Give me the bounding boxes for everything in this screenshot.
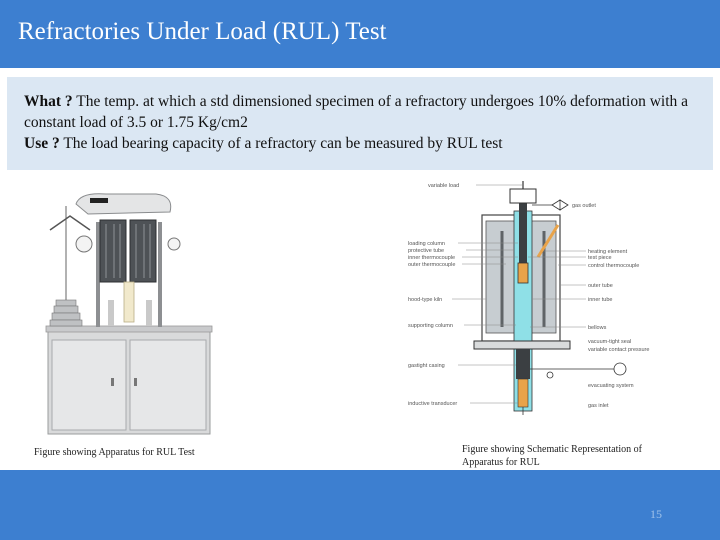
label-inductive-transducer: inductive transducer <box>408 401 458 407</box>
label-loading-column: loading column <box>408 241 445 247</box>
label-evacuating-system: evacuating system <box>588 383 634 389</box>
use-label: Use ? <box>24 135 60 152</box>
header-bar <box>0 0 720 68</box>
slide-title: Refractories Under Load (RUL) Test <box>18 18 387 45</box>
label-heating-element: heating element <box>588 249 628 255</box>
label-test-piece: test piece <box>588 255 612 261</box>
label-inner-thermocouple: inner thermocouple <box>408 255 456 261</box>
label-inner-tube: inner tube <box>588 297 613 303</box>
use-text: The load bearing capacity of a refractory can be measured by RUL test <box>59 135 503 152</box>
label-control-thermocouple: control thermocouple <box>588 263 640 269</box>
label-variable-load: variable load <box>428 183 460 189</box>
label-gas-outlet: gas outlet <box>572 203 596 209</box>
label-hood-type-kiln: hood-type kiln <box>408 297 443 303</box>
definition-text <box>24 91 705 154</box>
definition-box <box>7 77 713 170</box>
label-gas-inlet: gas inlet <box>588 403 609 409</box>
what-text: The temp. at which a std dimensioned specimen of a refractory undergoes 10% deformation with a constant load of 3.5 or 1.75 Kg/cm2 <box>24 93 689 131</box>
schematic-caption: Figure showing Schematic Representation of Apparatus for RUL <box>462 444 642 468</box>
page-number: 15 <box>650 507 662 521</box>
label-outer-thermocouple: outer thermocouple <box>408 262 456 268</box>
label-supporting-column: supporting column <box>408 323 453 329</box>
label-vacuum-tight-seal: vacuum-tight seal <box>588 339 632 345</box>
label-protective-tube: protective tube <box>408 248 445 254</box>
label-outer-tube: outer tube <box>588 283 613 289</box>
what-label: What ? <box>24 93 73 110</box>
label-variable-contact-pressure: variable contact pressure <box>588 347 650 353</box>
schematic-diagram <box>406 177 660 417</box>
label-gastight-casing: gastight casing <box>408 363 445 369</box>
apparatus-caption: Figure showing Apparatus for RUL Test <box>34 447 195 458</box>
apparatus-photo <box>28 182 228 437</box>
footer-bar <box>0 470 720 540</box>
label-bellows: bellows <box>588 325 607 331</box>
